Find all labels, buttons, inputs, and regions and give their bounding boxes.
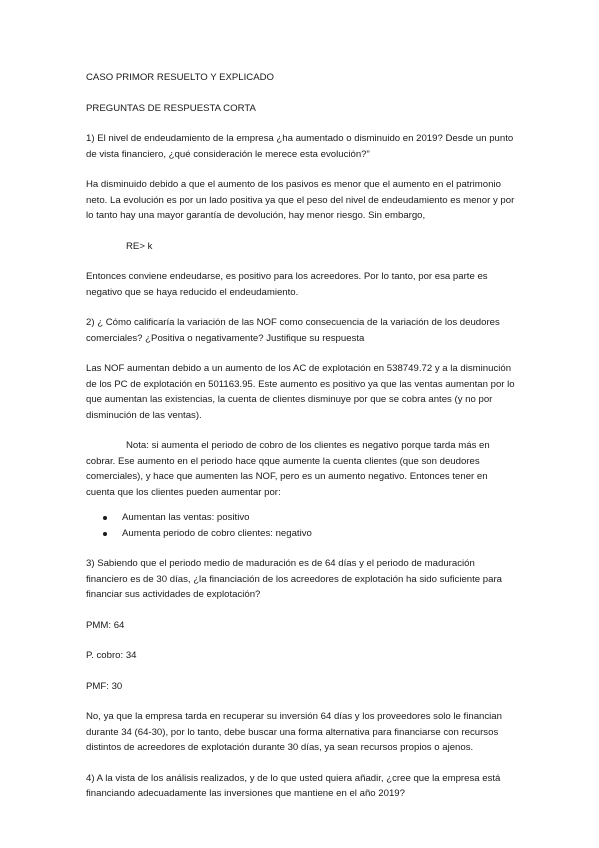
question-4: 4) A la vista de los análisis realizados, y de lo que usted quiera añadir, ¿cree que la empresa está financiando adecuadamente las inversiones que mantiene en el año 2019? — [86, 772, 501, 799]
bullet-list — [86, 510, 516, 541]
list-item — [86, 510, 516, 526]
question-1: 1) El nivel de endeudamiento de la empresa ¿ha aumentado o disminuido en 2019? Desde un punto de vista financiero, ¿qué consideración le merece esta evolución?” — [86, 133, 514, 160]
section-heading: PREGUNTAS DE RESPUESTA CORTA — [86, 102, 256, 114]
note-paragraph: Nota: si aumenta el periodo de cobro de los clientes es negativo porque tarda más en cobrar. Ese aumento en el periodo hace qque aumente la cuenta clientes (que son deudores comerciales), y hace que aumenten las NOF, pero es un aumento negativo. Entonces tener en cuenta que los clientes pueden aumentar por: — [86, 440, 490, 498]
question-3: 3) Sabiendo que el periodo medio de maduración es de 64 días y el periodo de maduración financiero es de 30 días, ¿la financiación de los acreedores de explotación ha sido suficiente para financiar sus actividades de explotación? — [86, 558, 502, 600]
list-item-text: Aumentan las ventas: positivo — [122, 512, 250, 523]
list-item-text: Aumenta periodo de cobro clientes: negativo — [122, 527, 312, 539]
answer-1-continued: Entonces conviene endeudarse, es positivo para los acreedores. Por lo tanto, por esa parte es negativo que se haya reducido el endeudamiento. — [86, 271, 488, 298]
pmm-value: PMM: 64 — [86, 619, 125, 631]
answer-3: No, ya que la empresa tarda en recuperar su inversión 64 días y los proveedores solo le financian durante 34 (64-30), por lo tanto, debe buscar una forma alternativa para financiarse con recursos distintos de acreedores de explotación durante 30 días, ya sean recursos propios o ajenos. — [86, 711, 502, 753]
bullet-icon — [103, 516, 107, 520]
answer-1: Ha disminuido debido a que el aumento de los pasivos es menor que el aumento en el patrimonio neto. La evolución es por un lado positiva ya que el peso del nivel de endeudamiento es menor y por lo tanto hay una mayor garantía de devolución, hay menor riesgo. Sin embargo, — [86, 179, 515, 221]
list-item — [86, 526, 516, 542]
formula: RE> k — [126, 240, 153, 252]
question-2: 2) ¿ Cómo calificaría la variación de las NOF como consecuencia de la variación de los deudores comerciales? ¿Positiva o negativamente? Justifique su respuesta — [86, 317, 500, 344]
pcobro-value: P. cobro: 34 — [86, 650, 137, 661]
pmf-value: PMF: 30 — [86, 680, 123, 692]
document-title: CASO PRIMOR RESUELTO Y EXPLICADO — [86, 72, 275, 83]
document-body — [86, 70, 516, 802]
bullet-icon — [103, 532, 107, 536]
answer-2: Las NOF aumentan debido a un aumento de los AC de explotación en 538749.72 y a la disminución de los PC de explotación en 501163.95. Este aumento es positivo ya que las ventas aumentan por lo que aumentan las existencias, la cuenta de clientes disminuye por que se cobra antes (y no por disminución de las ventas). — [86, 363, 515, 421]
